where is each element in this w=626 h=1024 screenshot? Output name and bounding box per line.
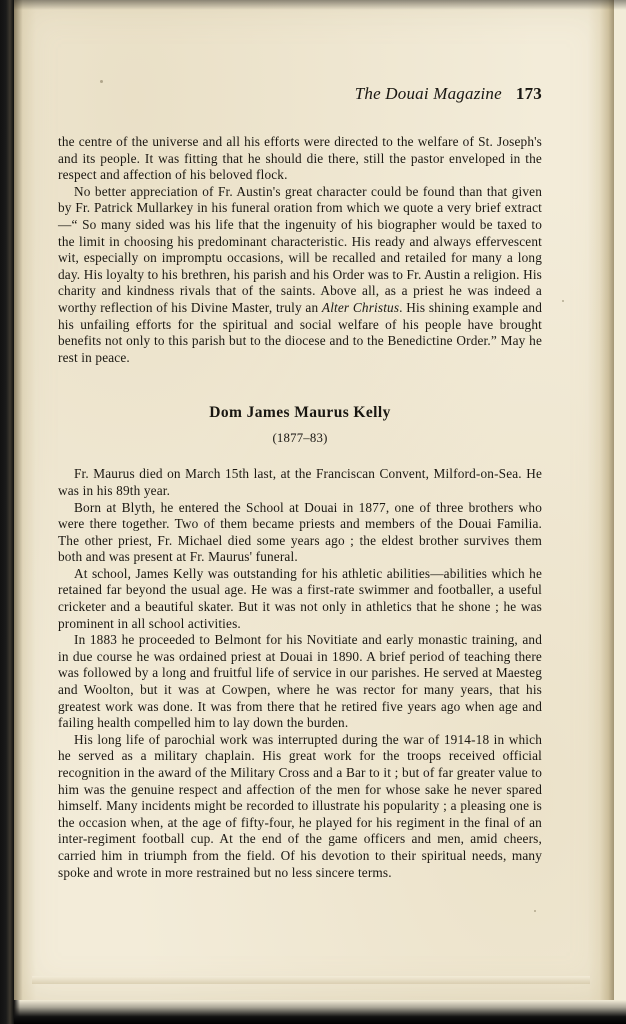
top-edge-shadow: [14, 0, 626, 10]
page-content: [58, 84, 542, 881]
paper-sheet: [14, 0, 614, 1000]
latin-phrase: Alter Christus: [321, 299, 400, 315]
obituary-paragraph: His long life of parochial work was interrupted during the war of 1914-18 in which he served as a military chaplain. His great work for the troops received official recognition in the award of the Military Cross and a Bar to it ; but of far greater value to him was the genuine respect and affection of the men for whose sake he never spared himself. Many incidents might be recorded to illustrate his popularity ; a pleasing one is the occasion when, at the age of fifty-four, he played for his regiment in the final of an inter-regiment football cup. At the end of the game officers and men, amid cheers, carried him in triumph from the field. Of his devotion to their spiritual needs, many spoke and wrote in more restrained but no less sincere terms.: [58, 731, 542, 880]
page-gutter-shadow: [14, 0, 36, 1000]
bottom-edge-shadow: [14, 1000, 626, 1024]
paper-speck: [562, 300, 564, 302]
paper-speck: [534, 910, 536, 912]
page-number: 173: [515, 84, 542, 103]
obituary-paragraph: Born at Blyth, he entered the School at Douai in 1877, one of three brothers who were there together. Two of them became priests and members of the Douai Familia. The other priest, Fr. Michael died some years ago ; the eldest brother survives them both and was present at Fr. Maurus' funeral.: [58, 499, 542, 565]
obituary-heading: Dom James Maurus Kelly: [209, 404, 391, 422]
obituary-paragraph: In 1883 he proceeded to Belmont for his Novitiate and early monastic training, and in due course he was ordained priest at Douai in 1890. A brief period of teaching there was followed by a long and fruitful life of service in our parishes. He served at Maesteg and Woolton, but it was at Cowpen, where he was rector for many years, that his greatest work was done. It was from there that he retired five years ago when age and failing health compelled him to lay down the burden.: [58, 632, 542, 731]
paragraph-continued: the centre of the universe and all his efforts were directed to the welfare of St. Joseph's and its people. It was fitting that he should die there, still the pastor enveloped in the respect and affection of his beloved flock.: [58, 134, 542, 183]
obituary-paragraph: At school, James Kelly was outstanding for his athletic abilities—abilities which he retained far beyond the usual age. He was a first-rate swimmer and footballer, a useful cricketer and a beautiful skater. But it was not only in athletics that he shone ; he was prominent in all school activities.: [58, 565, 542, 631]
heading-spacer: [58, 446, 542, 466]
paragraph-appreciation: No better appreciation of Fr. Austin's great character could be found than that given by Fr. Patrick Mullarkey in his funeral oration from which we quote a very brief extract—“ So many sided was his life that the ingenuity of his biographer would be taxed to the limit in choosing his predominant characteristic. His ready and always effervescent wit, especially on impromptu occasions, will be recalled and retailed for many a long day. His loyalty to his brethren, his parish and his Order was to Fr. Austin a religion. His charity and kindness rivals that of the saints. Above all, as a priest he was indeed a worthy reflection of his Divine Master, truly an Alter Christus. His shining example and his unfailing efforts for the spiritual and social welfare of his people have brought benefits not only to this parish but to the diocese and to the Benedictine Order.” May he rest in peace.: [58, 183, 543, 365]
paper-speck: [100, 80, 103, 83]
magazine-title: The Douai Magazine: [354, 84, 502, 103]
sheet-bottom-edge: [32, 976, 590, 984]
page-fore-edge-shadow: [588, 0, 614, 1000]
obituary-paragraph: Fr. Maurus died on March 15th last, at the Franciscan Convent, Milford-on-Sea. He was in his 89th year.: [58, 466, 542, 498]
running-head: [58, 84, 542, 104]
obituary-dates: (1877–83): [272, 431, 328, 446]
